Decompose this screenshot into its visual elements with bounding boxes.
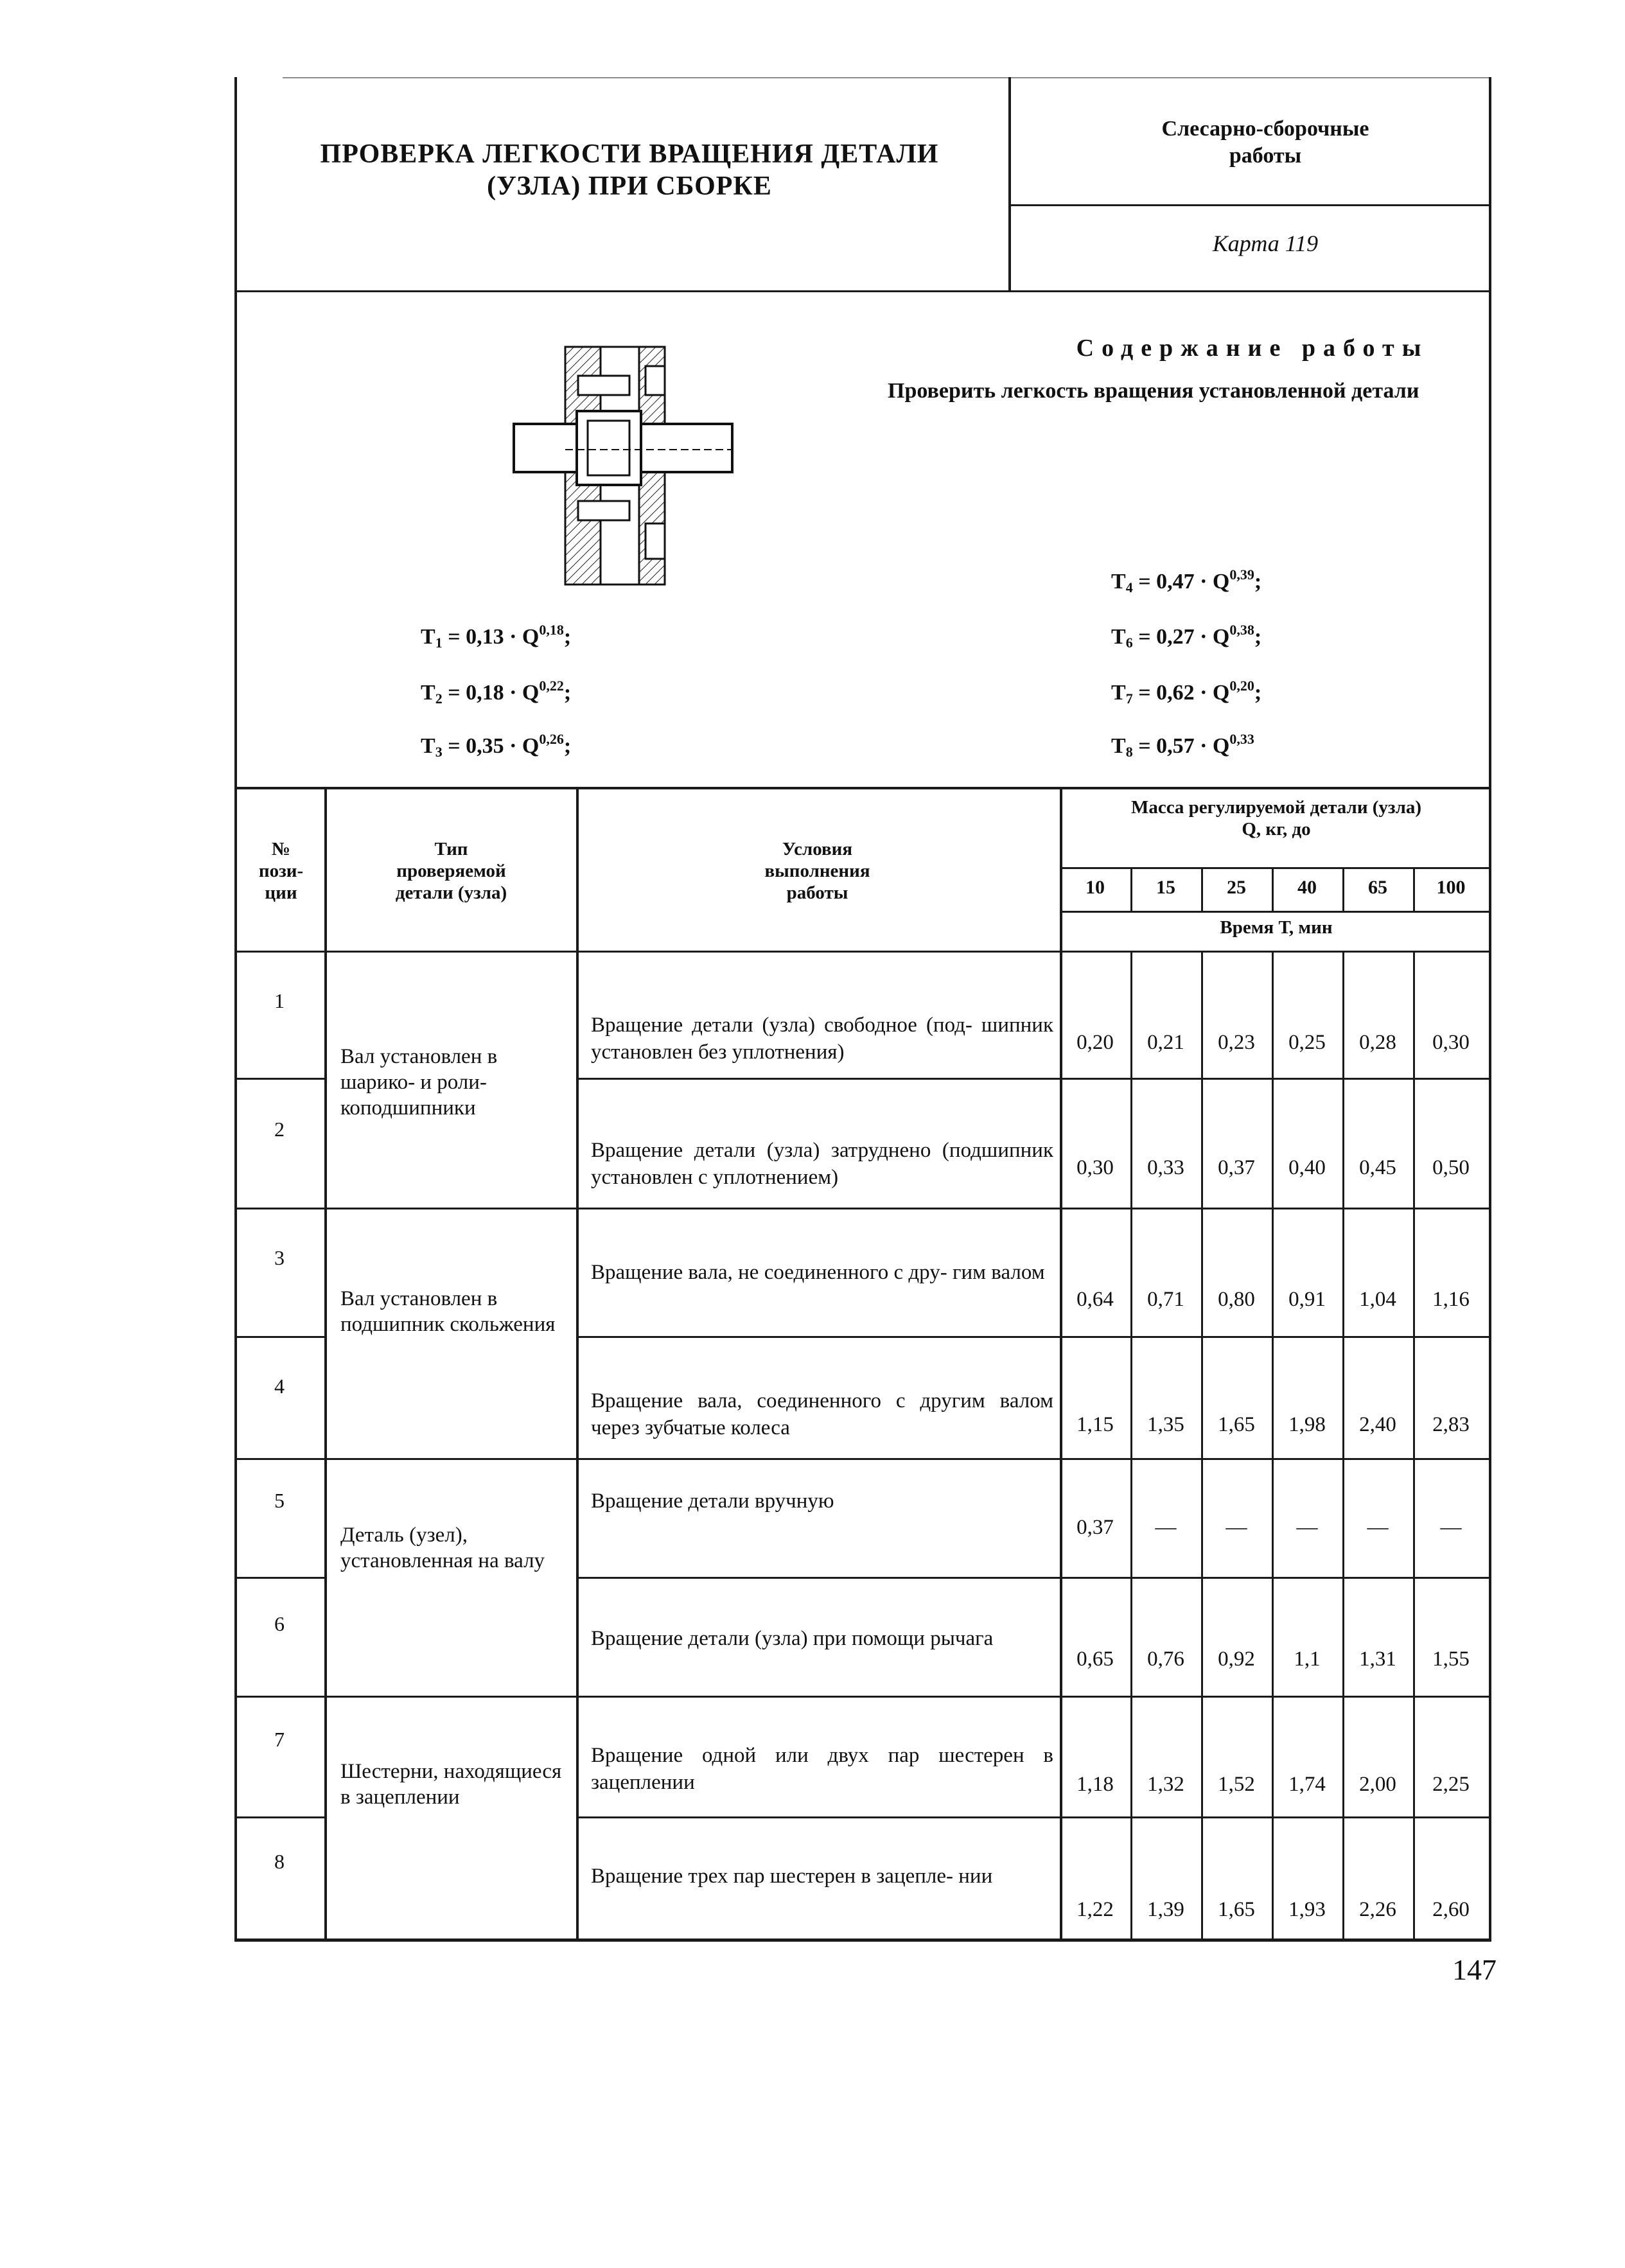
page-title-line1: ПРОВЕРКА ЛЕГКОСТИ ВРАЩЕНИЯ ДЕТАЛИ <box>320 139 939 169</box>
row-condition: Вращение детали вручную <box>591 1490 834 1513</box>
time-value: 1,1 <box>1294 1648 1321 1671</box>
header-time: Время Т, мин <box>1220 917 1333 938</box>
time-value: 1,39 <box>1147 1898 1184 1921</box>
row-position: 2 <box>274 1118 285 1141</box>
formula-t1: $T_1 = 0,13 \cdot Q^{0,18}$; <box>421 622 572 651</box>
header-position: № пози- ции <box>258 839 304 903</box>
time-value: 2,60 <box>1432 1898 1470 1921</box>
time-value: — <box>1367 1516 1389 1539</box>
time-value: 0,23 <box>1218 1031 1255 1054</box>
time-value: 1,65 <box>1218 1898 1255 1921</box>
table-col-border <box>1489 787 1491 1940</box>
time-value: 0,64 <box>1076 1288 1114 1311</box>
time-value: 1,22 <box>1076 1898 1114 1921</box>
header-part-type: Тип проверяемой детали (узла) <box>395 839 507 903</box>
formula-t7: $T_7 = 0,62 \cdot Q^{0,20}$; <box>1111 678 1262 707</box>
time-value: 1,93 <box>1288 1898 1326 1921</box>
time-value: 0,37 <box>1076 1516 1114 1539</box>
time-value: 0,20 <box>1076 1031 1114 1054</box>
group-type-sliding-bearing: Вал установлен в подшипник скольжения <box>340 1287 556 1336</box>
mass-value-65: 65 <box>1368 877 1387 898</box>
row-position: 6 <box>274 1612 285 1635</box>
header-top-dashes <box>283 77 1490 78</box>
table-col-border <box>234 787 237 1940</box>
formula-t8: $T_8 = 0,57 \cdot Q^{0,33}$ <box>1111 731 1254 760</box>
row-separator <box>576 1816 1491 1818</box>
mass-value-15: 15 <box>1156 877 1175 898</box>
time-value: 1,16 <box>1432 1288 1470 1311</box>
row-separator <box>576 1336 1491 1338</box>
table-col-border <box>576 787 579 1940</box>
row-condition: Вращение одной или двух пар шестерен в зацеплении <box>591 1744 1053 1794</box>
time-value: — <box>1225 1516 1247 1539</box>
time-value: 1,15 <box>1076 1413 1114 1436</box>
time-value: 0,37 <box>1218 1156 1255 1179</box>
time-value: 2,25 <box>1432 1773 1470 1796</box>
time-value: 0,91 <box>1288 1288 1326 1311</box>
time-value: 1,35 <box>1147 1413 1184 1436</box>
time-value: 1,18 <box>1076 1773 1114 1796</box>
group-type-part-on-shaft: Деталь (узел), установленная на валу <box>340 1524 545 1572</box>
table-header-bottom <box>234 951 1491 953</box>
row-separator <box>576 1577 1491 1579</box>
formula-t2: $T_2 = 0,18 \cdot Q^{0,22}$; <box>421 678 572 707</box>
time-value: 1,32 <box>1147 1773 1184 1796</box>
row-position: 3 <box>274 1246 285 1269</box>
time-value: — <box>1440 1516 1462 1539</box>
header-card-divider <box>1008 204 1491 206</box>
row-position: 4 <box>274 1375 285 1398</box>
group-separator <box>234 1208 1491 1209</box>
page-number: 147 <box>1452 1953 1497 1986</box>
work-category <box>1021 116 1509 170</box>
formula-t3: $T_3 = 0,35 \cdot Q^{0,26}$; <box>421 731 572 760</box>
time-value: 0,25 <box>1288 1031 1326 1054</box>
time-value: 1,52 <box>1218 1773 1255 1796</box>
group-type-gears: Шестерни, находящиеся в зацеплении <box>340 1760 562 1809</box>
content-text: Проверить легкость вращения установленной детали <box>888 379 1419 403</box>
time-value: 1,55 <box>1432 1648 1470 1671</box>
formula-t4: $T_4 = 0,47 \cdot Q^{0,39}$; <box>1111 567 1262 595</box>
formula-t6: $T_6 = 0,27 \cdot Q^{0,38}$; <box>1111 622 1262 651</box>
row-position: 5 <box>274 1489 285 1512</box>
time-value: 0,80 <box>1218 1288 1255 1311</box>
row-separator <box>234 1577 324 1579</box>
assembly-drawing <box>507 340 745 591</box>
row-position: 1 <box>274 989 285 1012</box>
group-separator <box>234 1458 1491 1460</box>
time-value: 0,21 <box>1147 1031 1184 1054</box>
time-value: 0,30 <box>1432 1031 1470 1054</box>
row-position: 8 <box>274 1850 285 1873</box>
mass-row-bottom <box>1060 911 1491 913</box>
row-separator <box>234 1816 324 1818</box>
row-condition: Вращение детали (узла) затруднено (подшипник установлен с уплотнением) <box>591 1139 1053 1189</box>
table-col-border <box>324 787 327 1940</box>
header-bottom-border <box>234 290 1491 292</box>
time-value: 0,45 <box>1359 1156 1396 1179</box>
time-value: 2,83 <box>1432 1413 1470 1436</box>
work-category-line1: Слесарно-сборочные <box>1161 117 1369 141</box>
mass-value-25: 25 <box>1227 877 1246 898</box>
time-value: 2,40 <box>1359 1413 1396 1436</box>
time-value: 1,65 <box>1218 1413 1255 1436</box>
row-condition: Вращение вала, соединенного с другим валом через зубчатые колеса <box>591 1389 1053 1439</box>
time-value: 2,26 <box>1359 1898 1396 1921</box>
table-col-border <box>1060 787 1062 1940</box>
time-value: 0,76 <box>1147 1648 1184 1671</box>
time-value: 1,98 <box>1288 1413 1326 1436</box>
row-condition: Вращение вала, не соединенного с дру- гим валом <box>591 1261 1045 1284</box>
page-title <box>244 138 1015 202</box>
time-value: 0,30 <box>1076 1156 1114 1179</box>
header-right-border <box>1489 77 1491 292</box>
mass-value-40: 40 <box>1297 877 1317 898</box>
table-top-border <box>234 787 1491 789</box>
time-value: 0,65 <box>1076 1648 1114 1671</box>
time-value: 1,74 <box>1288 1773 1326 1796</box>
time-value: — <box>1155 1516 1177 1539</box>
content-left-border <box>234 292 237 787</box>
row-condition: Вращение детали (узла) при помощи рычага <box>591 1627 994 1650</box>
work-category-line2: работы <box>1229 144 1302 168</box>
row-separator <box>576 1078 1491 1080</box>
row-condition: Вращение детали (узла) свободное (под- шипник установлен без уплотнения) <box>591 1014 1053 1064</box>
time-value: — <box>1296 1516 1318 1539</box>
card-number: Карта 119 <box>1212 231 1319 256</box>
content-right-border <box>1489 292 1491 787</box>
time-value: 1,04 <box>1359 1288 1396 1311</box>
content-heading: Содержание работы <box>1076 335 1429 362</box>
time-value: 0,40 <box>1288 1156 1326 1179</box>
time-value: 0,92 <box>1218 1648 1255 1671</box>
page-title-line2: (УЗЛА) ПРИ СБОРКЕ <box>487 171 772 201</box>
time-value: 0,71 <box>1147 1288 1184 1311</box>
mass-value-100: 100 <box>1436 877 1466 898</box>
mass-row-top <box>1060 867 1491 869</box>
header-conditions: Условия выполнения работы <box>764 839 870 903</box>
header-left-border <box>234 77 237 292</box>
row-separator <box>234 1078 324 1080</box>
time-value: 0,28 <box>1359 1031 1396 1054</box>
time-value: 1,31 <box>1359 1648 1396 1671</box>
time-value: 0,50 <box>1432 1156 1470 1179</box>
row-separator <box>234 1336 324 1338</box>
table-bottom-border <box>234 1938 1491 1942</box>
header-mass: Масса регулируемой детали (узла) Q, кг, до <box>1130 797 1422 840</box>
time-value: 2,00 <box>1359 1773 1396 1796</box>
group-type-ball-bearings: Вал установлен в шарико- и роли- коподшипники <box>340 1045 498 1120</box>
row-position: 7 <box>274 1728 285 1751</box>
group-separator <box>234 1696 1491 1698</box>
time-value: 0,33 <box>1147 1156 1184 1179</box>
row-condition: Вращение трех пар шестерен в зацепле- нии <box>591 1865 993 1888</box>
mass-value-10: 10 <box>1085 877 1105 898</box>
